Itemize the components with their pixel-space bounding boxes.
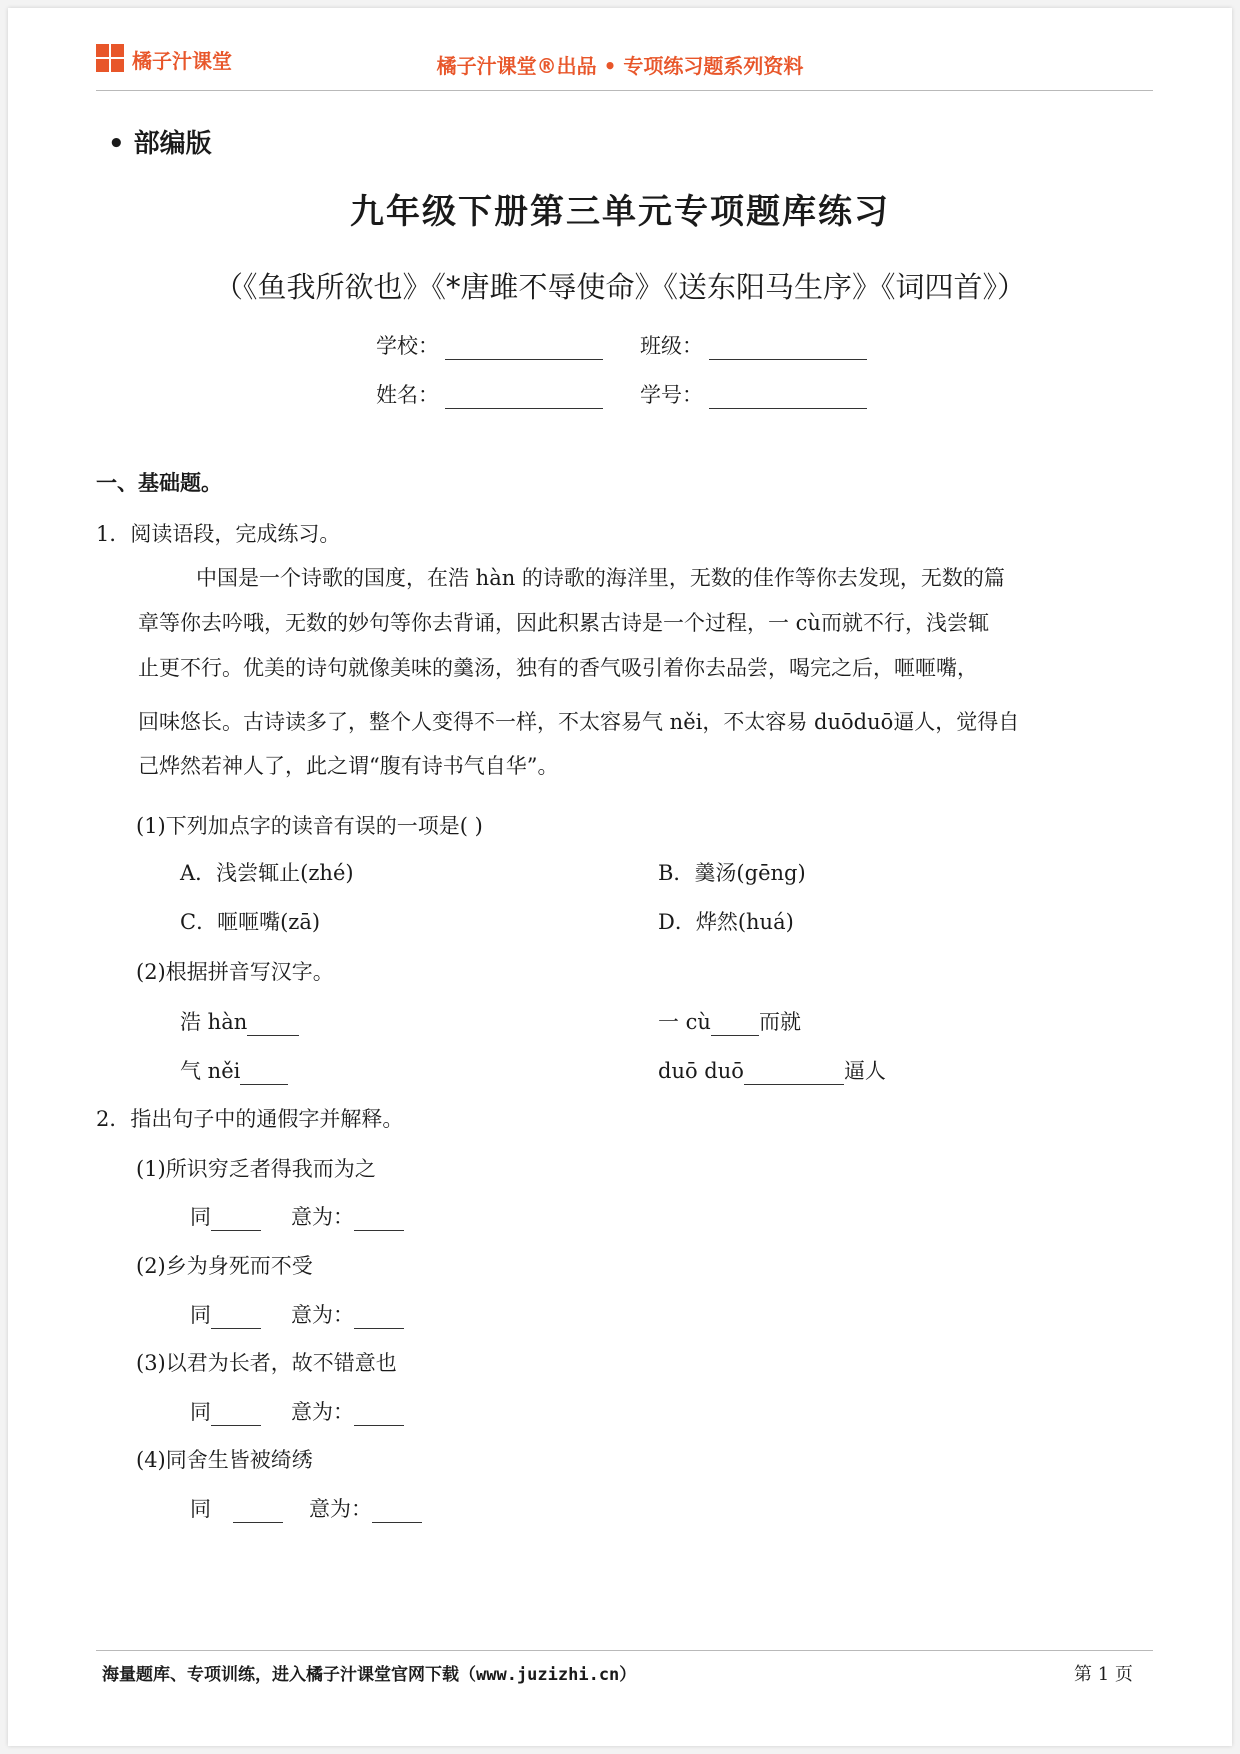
answer-row [190, 1201, 404, 1231]
class-label: 班级： [640, 334, 703, 358]
logo-text: 橘子汁课堂 [132, 48, 232, 73]
question-2-stem: 2．指出句子中的通假字并解释。 [96, 1107, 404, 1131]
answer-blank [354, 1405, 404, 1426]
pinyin-text: 气 něi [180, 1059, 241, 1083]
same-label: 同 [190, 1205, 211, 1229]
pinyin-suffix: 而就 [758, 1010, 801, 1034]
school-blank [445, 337, 603, 360]
question-2-item: (4)同舍生皆被绮绣 [136, 1448, 313, 1472]
option-b: B．羹汤(gēng) [658, 861, 806, 885]
answer-blank [211, 1405, 261, 1426]
pinyin-item [658, 1055, 886, 1085]
answer-blank [372, 1502, 422, 1523]
answer-blank [233, 1502, 283, 1523]
passage-line: 己烨然若神人了，此之谓“腹有诗书气自华”。 [138, 754, 559, 778]
answer-blank [211, 1210, 261, 1231]
pinyin-item [180, 1055, 288, 1085]
pinyin-text: 浩 hàn [180, 1010, 248, 1034]
answer-blank [354, 1308, 404, 1329]
question-1-sub2: (2)根据拼音写汉字。 [136, 960, 334, 984]
passage-line: 中国是一个诗歌的国度，在浩 hàn 的诗歌的海洋里，无数的佳作等你去发现，无数的篇 [196, 566, 1005, 590]
answer-blank [211, 1308, 261, 1329]
passage-line: 止更不行。优美的诗句就像美味的羹汤，独有的香气吸引着你去品尝，喝完之后，咂咂嘴， [138, 656, 978, 680]
number-field [640, 379, 867, 409]
name-field [376, 379, 603, 409]
answer-blank [240, 1064, 288, 1085]
name-label: 姓名： [376, 383, 439, 407]
passage-line: 回味悠长。古诗读多了，整个人变得不一样，不太容易气 něi，不太容易 duōduō逼人，觉得自 [138, 710, 1020, 734]
meaning-label: 意为： [291, 1303, 354, 1327]
answer-blank [711, 1015, 759, 1036]
question-1-stem: 1．阅读语段，完成练习。 [96, 522, 341, 546]
page-number: 第 1 页 [1074, 1664, 1133, 1685]
meaning-label: 意为： [291, 1400, 354, 1424]
header-divider [96, 90, 1153, 91]
document-page [8, 8, 1232, 1746]
answer-row [190, 1396, 404, 1426]
question-2-item: (2)乡为身死而不受 [136, 1254, 313, 1278]
same-label: 同 [190, 1497, 211, 1521]
pinyin-text: 一 cù [658, 1010, 711, 1034]
class-field [640, 330, 867, 360]
pinyin-item [658, 1006, 801, 1036]
pinyin-item [180, 1006, 299, 1036]
answer-blank [247, 1015, 299, 1036]
edition-label: • 部编版 [108, 129, 212, 159]
passage-line: 章等你去吟哦，无数的妙句等你去背诵，因此积累古诗是一个过程，一 cù而就不行，浅尝辄 [138, 611, 989, 635]
section-heading: 一、基础题。 [96, 470, 222, 495]
question-2-item: (3)以君为长者，故不错意也 [136, 1351, 397, 1375]
same-label: 同 [190, 1303, 211, 1327]
answer-row [190, 1493, 422, 1523]
same-label: 同 [190, 1400, 211, 1424]
answer-blank [744, 1064, 844, 1085]
school-label: 学校： [376, 334, 439, 358]
footer-divider [96, 1650, 1153, 1651]
header-title: 橘子汁课堂®出品 • 专项练习题系列资料 [436, 54, 804, 78]
meaning-label: 意为： [309, 1497, 372, 1521]
pinyin-text: duō duō [658, 1059, 744, 1083]
school-field [376, 330, 603, 360]
number-label: 学号： [640, 383, 703, 407]
pinyin-suffix: 逼人 [843, 1059, 886, 1083]
answer-blank [354, 1210, 404, 1231]
class-blank [709, 337, 867, 360]
option-d: D．烨然(huá) [658, 910, 794, 934]
question-2-item: (1)所识穷乏者得我而为之 [136, 1157, 376, 1181]
meaning-label: 意为： [291, 1205, 354, 1229]
option-a: A．浅尝辄止(zhé) [180, 861, 354, 885]
question-1-sub1: (1)下列加点字的读音有误的一项是( ) [136, 814, 483, 838]
footer-text: 海量题库、专项训练，进入橘子汁课堂官网下载（www.juzizhi.cn） [102, 1665, 637, 1685]
option-c: C．咂咂嘴(zā) [180, 910, 321, 934]
page-subtitle: （《鱼我所欲也》《*唐雎不辱使命》《送东阳马生序》《词四首》） [213, 270, 1026, 304]
number-blank [709, 386, 867, 409]
page-title: 九年级下册第三单元专项题库练习 [350, 192, 890, 232]
name-blank [445, 386, 603, 409]
answer-row [190, 1299, 404, 1329]
